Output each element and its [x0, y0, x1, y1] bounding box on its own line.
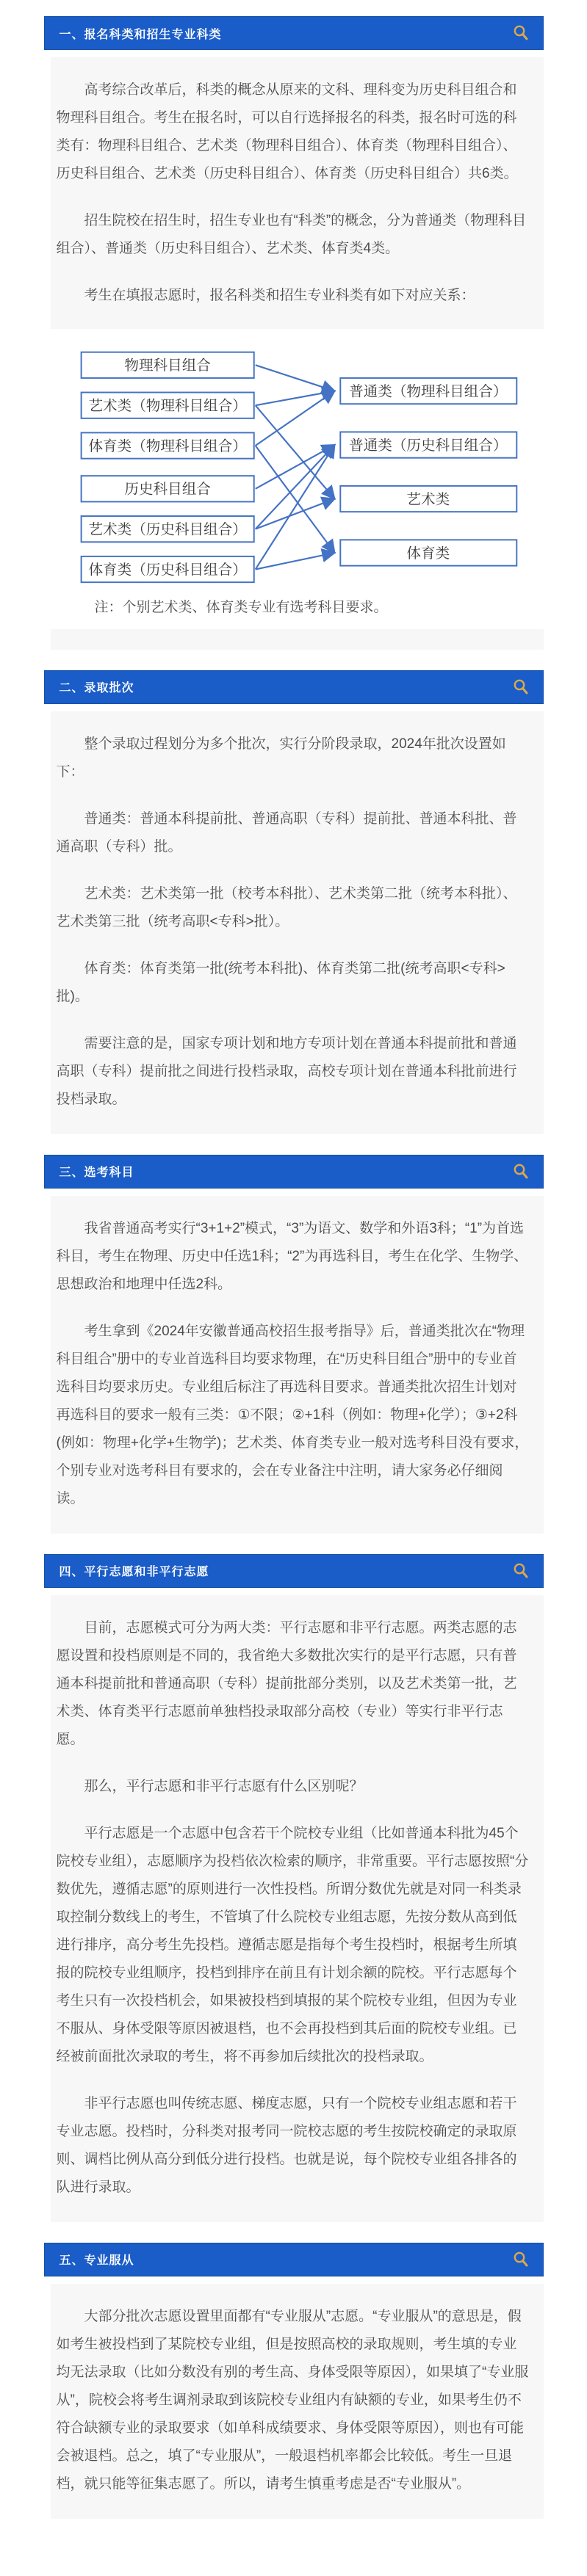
category-mapping-diagram	[51, 329, 544, 629]
section-admission-batches	[44, 670, 544, 1134]
section-5-header	[44, 2243, 544, 2276]
right-box-label: 体育类	[406, 545, 450, 562]
section-5-title: 五、专业服从	[59, 2254, 134, 2268]
paragraph: 普通类：普通本科提前批、普通高职（专科）提前批、普通本科批、普通高职（专科）批。	[56, 810, 517, 855]
right-box-label: 普通类（历史科目组合）	[348, 437, 507, 454]
left-box-label: 艺术类（物理科目组合）	[87, 398, 247, 415]
section-1-title: 一、报名科类和招生专业科类	[59, 28, 222, 41]
mapping-arrows	[255, 365, 334, 569]
paragraph: 体育类：体育类第一批(统考本科批)、体育类第二批(统考高职<专科>批)。	[56, 960, 505, 1004]
right-box-label: 艺术类	[406, 491, 450, 508]
paragraph: 考生拿到《2024年安徽普通高校招生报考指导》后，普通类批次在“物理科目组合”册中的专业首选科目均要求物理，在“历史科目组合”册中的专业首选科目均要求历史。专业组后标注了再选科目要求。普通类批次招生计划对再选科目的要求一般有三类：①不限；②+1科（例如：物理+化学）；③+2科(例如：物理+化学+生物学)；艺术类、体育类专业一般对选考科目没有要求，个别专业对选考科目有要求的，会在专业备注中注明，请大家务必仔细阅读。	[56, 1323, 529, 1506]
section-major-obedience	[44, 2243, 544, 2519]
paragraph: 平行志愿是一个志愿中包含若干个院校专业组（比如普通本科批为45个院校专业组），志愿顺序为投档依次检索的顺序，非常重要。平行志愿按照“分数优先，遵循志愿”的原则进行一次性投档。所谓分数优先就是对同一科类录取控制分数线上的考生，不管填了什么院校专业组志愿，先按分数从高到低进行排序，高分考生先投档。遵循志愿是指每个考生投档时，根据考生所填报的院校专业组顺序，投档到排序在前且有计划余额的院校。平行志愿每个考生只有一次投档机会，如果被投档到填报的某个院校专业组，但因为专业不服从、身体受限等原因被退档，也不会再投档到其后面的院校专业组。已经被前面批次录取的考生，将不再参加后续批次的投档录取。	[56, 1825, 529, 2064]
section-2-header	[44, 670, 544, 704]
section-subject-selection	[44, 1155, 544, 1534]
paragraph: 需要注意的是，国家专项计划和地方专项计划在普通本科提前批和普通高职（专科）提前批之间进行投档录取，高校专项计划在普通本科批前进行投档录取。	[56, 1035, 517, 1107]
category-mapping-flowchart	[67, 341, 527, 594]
left-box-label: 艺术类（历史科目组合）	[87, 521, 247, 538]
left-box-label: 体育类（物理科目组合）	[87, 438, 247, 454]
paragraph: 考生在填报志愿时，报名科类和招生专业科类有如下对应关系：	[84, 288, 475, 303]
paragraph: 我省普通高考实行“3+1+2”模式，“3”为语文、数学和外语3科；“1”为首选科目，考生在物理、历史中任选1科；“2”为再选科目，考生在化学、生物学、思想政治和地理中任选2科。	[56, 1220, 528, 1292]
left-box-label: 体育类（历史科目组合）	[87, 562, 247, 578]
diagram-note: 注：个别艺术类、体育类专业有选考科目要求。	[94, 599, 388, 615]
paragraph: 艺术类：艺术类第一批（校考本科批）、艺术类第二批（统考本科批）、艺术类第三批（统考高职<专科>批）。	[56, 885, 517, 929]
section-registration-categories	[44, 16, 544, 650]
section-5-panel	[51, 2284, 544, 2519]
section-2-title: 二、录取批次	[59, 682, 134, 695]
article-page	[44, 0, 544, 2576]
section-1-panel	[51, 57, 544, 650]
paragraph: 目前，志愿模式可分为两大类：平行志愿和非平行志愿。两类志愿的志愿设置和投档原则是不同的，我省绝大多数批次实行的是平行志愿，只有普通本科提前批和普通高职（专科）提前批部分类别，以及艺术类第一批，艺术类、体育类平行志愿前单独档投录取部分高校（专业）等实行非平行志愿。	[56, 1619, 517, 1747]
section-2-panel	[51, 711, 544, 1134]
section-4-panel	[51, 1595, 544, 2222]
paragraph: 大部分批次志愿设置里面都有“专业服从”志愿。“专业服从”的意思是，假如考生被投档到了某院校专业组，但是按照高校的录取规则，考生填的专业均无法录取（比如分数没有别的考生高、身体受限等原因），如果填了“专业服从”，院校会将考生调剂录取到该院校专业组内有缺额的专业，如果考生仍不符合缺额专业的录取要求（如单科成绩要求、身体受限等原因），则也有可能会被退档。总之，填了“专业服从”，一般退档机率都会比较低。考生一旦退档，就只能等征集志愿了。所以，请考生慎重考虑是否“专业服从”。	[56, 2308, 529, 2492]
section-3-panel	[51, 1196, 544, 1534]
right-box-label: 普通类（物理科目组合）	[348, 383, 507, 400]
left-box-label: 历史科目组合	[123, 481, 211, 498]
section-4-header	[44, 1554, 544, 1588]
search-icon[interactable]	[512, 24, 530, 42]
search-icon[interactable]	[512, 2251, 530, 2268]
left-box-label: 物理科目组合	[123, 358, 211, 374]
search-icon[interactable]	[512, 1163, 530, 1180]
section-3-title: 三、选考科目	[59, 1167, 134, 1180]
search-icon[interactable]	[512, 678, 530, 696]
paragraph: 高考综合改革后，科类的概念从原来的文科、理科变为历史科目组合和物理科目组合。考生在报名时，可以自行选择报名的科类，报名时可选的科类有：物理科目组合、艺术类（物理科目组合）、体育类（物理科目组合）、历史科目组合、艺术类（历史科目组合）、体育类（历史科目组合）共6类。	[56, 82, 518, 181]
section-4-title: 四、平行志愿和非平行志愿	[59, 1566, 209, 1579]
section-3-header	[44, 1155, 544, 1189]
paragraph: 那么，平行志愿和非平行志愿有什么区别呢？	[84, 1778, 364, 1794]
paragraph: 整个录取过程划分为多个批次，实行分阶段录取，2024年批次设置如下：	[56, 736, 506, 780]
paragraph: 招生院校在招生时，招生专业也有“科类”的概念，分为普通类（物理科目组合）、普通类（历史科目组合）、艺术类、体育类4类。	[56, 213, 527, 256]
section-parallel-preferences	[44, 1554, 544, 2222]
search-icon[interactable]	[512, 1562, 530, 1580]
paragraph: 非平行志愿也叫传统志愿、梯度志愿，只有一个院校专业组志愿和若干专业志愿。投档时，分科类对报考同一院校志愿的考生按院校确定的录取原则、调档比例从高分到低分进行投档。也就是说，每个院校专业组各排各的队进行录取。	[56, 2095, 517, 2195]
section-1-header	[44, 16, 544, 50]
